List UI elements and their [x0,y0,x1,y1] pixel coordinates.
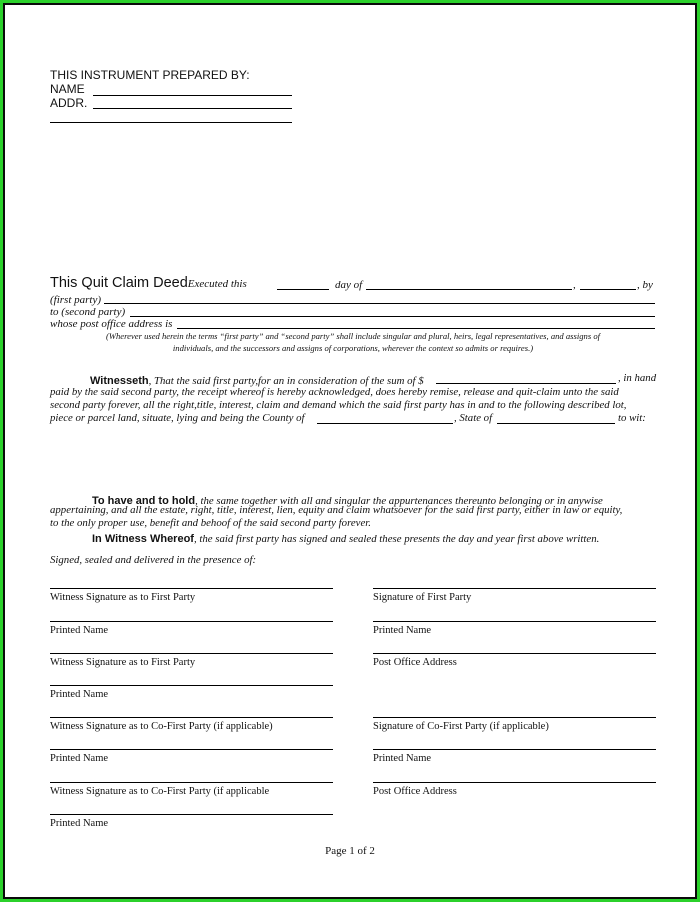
in-witness-heading: In Witness Whereof [92,533,194,545]
witnesseth-text-3: second party forever, all the right,title, interest, claim and demand which the said first party has in and to the following described lot, [50,399,627,411]
definition-line-1: (Wherever used herein the terms “first party” and “second party” shall include singular and plural, heirs, legal representatives, and assigns of [105,331,601,341]
county-line[interactable] [317,423,453,424]
witnesseth-text-1: , That the said first party,for an in consideration of the sum of $ [148,375,424,387]
witness-sig-label-3: Witness Signature as to Co-First Party (if applicable) [50,721,273,732]
witnesseth-text-4: piece or parcel land, situate, lying and being the County of [50,412,305,424]
witnesseth-text-2: paid by the said second party, the receipt whereof is hereby acknowledged, does hereby remise, release and quit-claim unto the said [50,386,619,398]
first-party-line[interactable] [104,303,655,304]
witness-sig-label-1: Witness Signature as to First Party [50,592,196,603]
definition-line-2: individuals, and the successors and assigns of corporations, wherever the context so admits or requires.) [172,343,534,353]
state-of-text: , State of [454,412,493,424]
co-first-party-address-label: Post Office Address [373,786,457,797]
day-of-text: day of [335,279,363,291]
printed-name-label-2: Printed Name [50,689,109,700]
signed-sealed-text: Signed, sealed and delivered in the presence of: [50,554,257,566]
second-party-label: to (second party) [50,306,126,318]
co-first-party-sig-line[interactable] [373,717,656,718]
co-first-party-printed-label: Printed Name [373,753,432,764]
name-field-line[interactable] [93,95,292,96]
month-line[interactable] [366,289,572,290]
witnesseth-heading: Witnesseth [90,375,149,387]
witness-sig-line-1[interactable] [50,588,333,589]
to-have-text-1: , the same together with all and singular the appurtenances thereunto belonging or in anywise [195,495,603,507]
first-party-address-label: Post Office Address [373,657,457,668]
to-have-text-3: to the only proper use, benefit and behoof of the said second party forever. [50,517,371,529]
printed-name-line-1[interactable] [50,621,333,622]
co-first-party-sig-label: Signature of Co-First Party (if applicable) [373,721,549,732]
page-number: Page 1 of 2 [325,845,375,857]
year-line[interactable] [580,289,636,290]
first-party-sig-label: Signature of First Party [373,592,472,603]
witness-sig-line-4[interactable] [50,782,333,783]
co-first-party-printed-line[interactable] [373,749,656,750]
printed-name-line-4[interactable] [50,814,333,815]
witness-sig-label-2: Witness Signature as to First Party [50,657,196,668]
to-have-text-2: appertaining, and all the estate, right, title, interest, lien, equity and claim whatsoever for the said first party, either in law or equity, [50,504,623,516]
to-wit-text: to wit: [618,412,646,424]
first-party-printed-line[interactable] [373,621,656,622]
witness-sig-label-4: Witness Signature as to Co-First Party (if applicable [50,786,270,797]
prepared-by-label: THIS INSTRUMENT PREPARED BY: [50,68,250,82]
comma-text: , [573,279,576,291]
in-witness-text: , the said first party has signed and sealed these presents the day and year first above written. [193,533,600,545]
deed-title: This Quit Claim Deed [50,275,188,291]
printed-name-label-4: Printed Name [50,818,109,829]
post-office-label: whose post office address is [50,318,173,330]
second-party-line[interactable] [130,316,655,317]
addr-label: ADDR. [50,96,88,110]
addr-field-line-2[interactable] [50,122,292,123]
deed-title-row [50,274,247,292]
name-label: NAME [50,82,85,96]
printed-name-line-3[interactable] [50,749,333,750]
first-party-label: (first party) [50,294,102,306]
printed-name-label-3: Printed Name [50,753,109,764]
first-party-address-line[interactable] [373,653,656,654]
co-first-party-address-line[interactable] [373,782,656,783]
executed-day-line[interactable] [277,289,329,290]
executed-text: Executed this [187,278,247,290]
witness-sig-line-2[interactable] [50,653,333,654]
addr-field-line[interactable] [93,108,292,109]
by-text: , by [637,279,653,291]
post-office-line[interactable] [177,328,655,329]
first-party-printed-label: Printed Name [373,625,432,636]
state-line[interactable] [497,423,615,424]
in-hand-text: , in hand [618,372,657,384]
printed-name-label-1: Printed Name [50,625,109,636]
to-have-heading: To have and to hold [92,495,196,507]
printed-name-line-2[interactable] [50,685,333,686]
first-party-sig-line[interactable] [373,588,656,589]
in-witness-line [92,529,599,547]
witness-sig-line-3[interactable] [50,717,333,718]
sum-amount-line[interactable] [436,383,616,384]
